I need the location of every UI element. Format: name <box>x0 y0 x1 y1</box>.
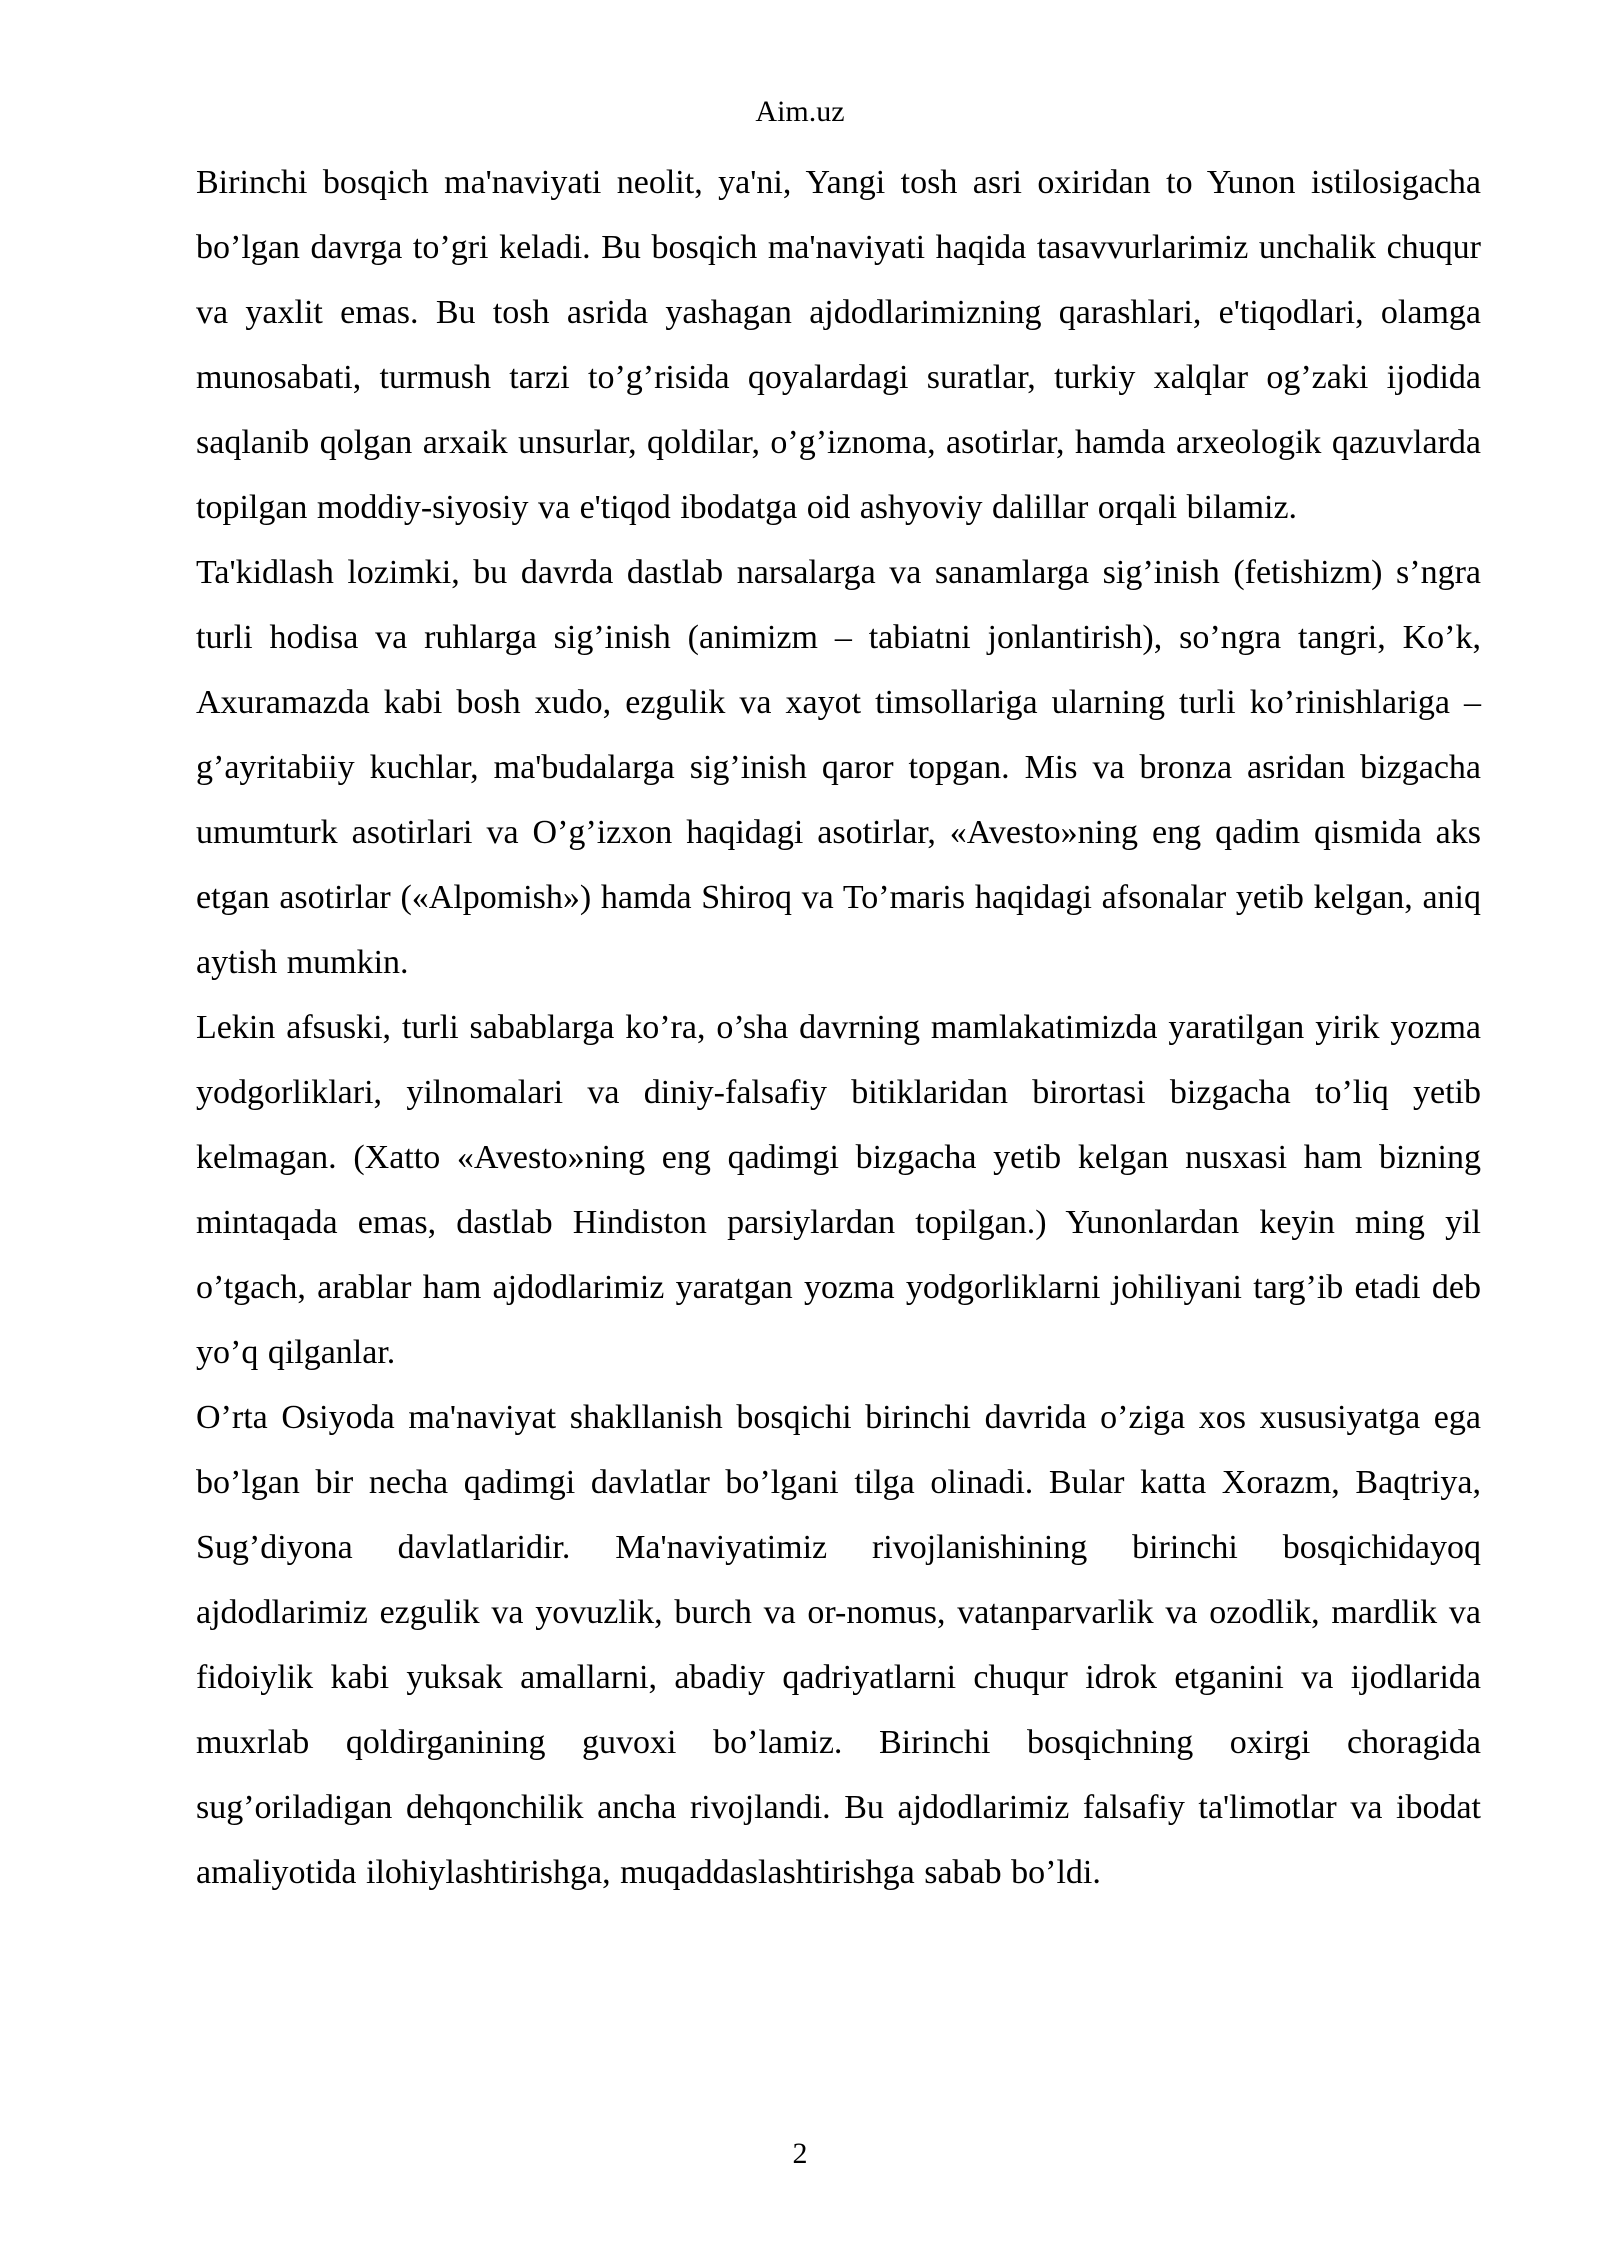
paragraph-2: Ta'kidlash lozimki, bu davrda dastlab narsalarga va sanamlarga sig’inish (fetishizm) s’ngra turli hodisa va ruhlarga sig’inish (animizm – tabiatni jonlantirish), so’ngra tangri, Ko’k, Axuramazda kabi bosh xudo, ezgulik va xayot timsollariga ularning turli ko’rinishlariga – g’ayritabiiy kuchlar, ma'budalarga sig’inish qaror topgan. Mis va bronza asridan bizgacha umumturk asotirlari va O’g’izxon haqidagi asotirlar, «Avesto»ning eng qadim qismida aks etgan asotirlar («Alpomish») hamda Shiroq va To’maris haqidagi afsonalar yetib kelgan, aniq aytish mumkin. <box>196 554 1481 981</box>
page-header: Aim.uz <box>755 95 845 128</box>
document-body <box>196 150 1481 1905</box>
paragraph-3: Lekin afsuski, turli sabablarga ko’ra, o’sha davrning mamlakatimizda yaratilgan yirik yozma yodgorliklari, yilnomalari va diniy-falsafiy bitiklaridan birortasi bizgacha to’liq yetib kelmagan. (Xatto «Avesto»ning eng qadimgi bizgacha yetib kelgan nusxasi ham bizning mintaqada emas, dastlab Hindiston parsiylardan topilgan.) Yunonlardan keyin ming yil o’tgach, arablar ham ajdodlarimiz yaratgan yozma yodgorliklarni johiliyani targ’ib etadi deb yo’q qilganlar. <box>196 1009 1481 1371</box>
paragraph-4: O’rta Osiyoda ma'naviyat shakllanish bosqichi birinchi davrida o’ziga xos xususiyatga ega bo’lgan bir necha qadimgi davlatlar bo’lgani tilga olinadi. Bular katta Xorazm, Baqtriya, Sug’diyona davlatlaridir. Ma'naviyatimiz rivojlanishining birinchi bosqichidayoq ajdodlarimiz ezgulik va yovuzlik, burch va or-nomus, vatanparvarlik va ozodlik, mardlik va fidoiylik kabi yuksak amallarni, abadiy qadriyatlarni chuqur idrok etganini va ijodlarida muxrlab qoldirganining guvoxi bo’lamiz. Birinchi bosqichning oxirgi choragida sug’oriladigan dehqonchilik ancha rivojlandi. Bu ajdodlarimiz falsafiy ta'limotlar va ibodat amaliyotida ilohiylashtirishga, muqaddaslashtirishga sabab bo’ldi. <box>196 1399 1481 1891</box>
paragraph-1: Birinchi bosqich ma'naviyati neolit, ya'ni, Yangi tosh asri oxiridan to Yunon istilosigacha bo’lgan davrga to’gri keladi. Bu bosqich ma'naviyati haqida tasavvurlarimiz unchalik chuqur va yaxlit emas. Bu tosh asrida yashagan ajdodlarimizning qarashlari, e'tiqodlari, olamga munosabati, turmush tarzi to’g’risida qoyalardagi suratlar, turkiy xalqlar og’zaki ijodida saqlanib qolgan arxaik unsurlar, qoldilar, o’g’iznoma, asotirlar, hamda arxeologik qazuvlarda topilgan moddiy-siyosiy va e'tiqod ibodatga oid ashyoviy dalillar orqali bilamiz. <box>196 164 1481 526</box>
page-number: 2 <box>792 2137 808 2170</box>
